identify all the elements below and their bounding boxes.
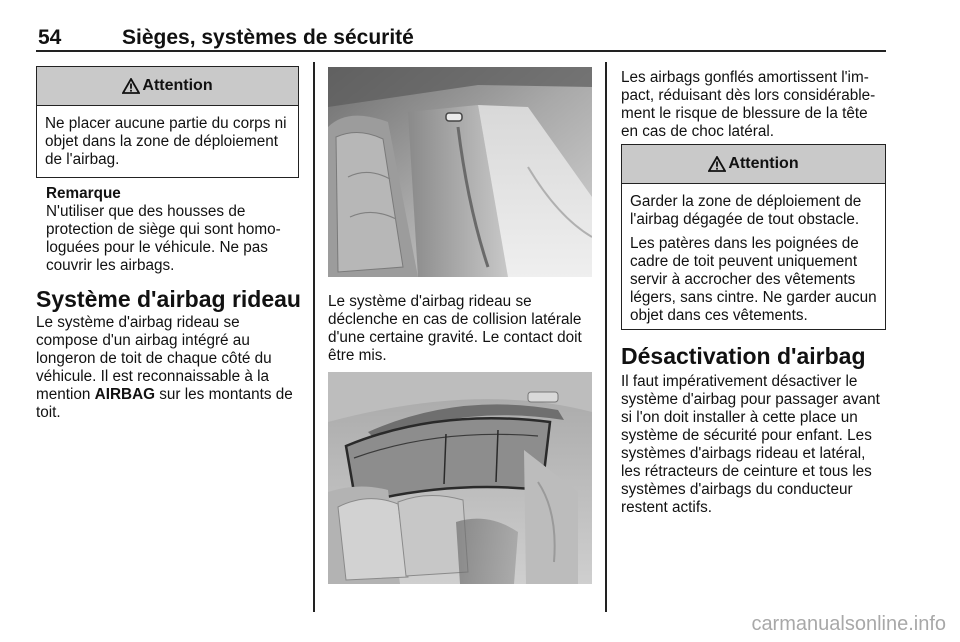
section-airbag-deactivation: [621, 343, 888, 517]
section-body: Il faut impérativement désactiver le système d'airbag pour passager avant si l'on doit installer à cette place un système de sécurité pour enfant. Les systèmes d'airbags rideau et latéral, les rétracteurs de ceinture et tous les systèmes d'airbags du conducteur restent actifs.: [621, 373, 880, 516]
section-body-part1: Le système d'airbag rideau se compose d'un airbag intégré au longeron de toit de chaque côté du véhicule. Il est reconnaissable à la mention: [36, 314, 272, 403]
section-heading: Désactivation d'airbag: [621, 343, 866, 369]
intro-text: Les airbags gonflés amortissent l'impact, réduisant dès lors considérablement le risque de blessure de la tête en cas de choc latéral.: [621, 69, 876, 140]
attention-paragraph-1: Garder la zone de déploiement de l'airbag dégagée de tout obstacle.: [630, 193, 862, 228]
figure-seat-pillar: [328, 67, 592, 277]
warning-triangle-icon: [122, 78, 140, 94]
caption-text: Le système d'airbag rideau se déclenche en cas de collision latérale d'une certaine gravité. Le contact doit être mis.: [328, 293, 582, 364]
attention-paragraph-2: Les patères dans les poignées de cadre de toit peuvent uniquement servir à accrocher des vêtements légers, sans cintre. Ne garder aucun objet dans ces vêtements.: [630, 235, 877, 324]
page-number: 54: [38, 26, 62, 49]
figure-curtain-airbag: [328, 372, 592, 584]
attention-text: Ne placer aucune partie du corps ni objet dans la zone de déploiement de l'airbag.: [45, 115, 287, 168]
note-text: N'utiliser que des housses de protection de siège qui sont homologuées pour le véhicule. Ne pas couvrir les airbags.: [46, 203, 281, 274]
watermark: carmanualsonline.info: [751, 613, 946, 635]
intro-block: [621, 69, 887, 141]
section-body: [36, 314, 302, 422]
note-label: Remarque: [46, 185, 121, 202]
figure-caption: [328, 293, 598, 365]
section-curtain-airbag: [36, 286, 302, 422]
attention-header: [37, 67, 298, 106]
header-divider: [36, 50, 886, 52]
attention-header: [622, 145, 885, 184]
note-block: [46, 185, 301, 275]
warning-triangle-icon: [708, 156, 726, 172]
column-divider-right: [605, 62, 607, 612]
page-header: [38, 26, 886, 50]
airbag-label-bold: AIRBAG: [94, 386, 156, 403]
section-body-part2: sur les montants de toit.: [36, 386, 293, 421]
attention-box-left: [36, 66, 299, 178]
attention-heading: Attention: [142, 77, 213, 94]
column-divider-left: [313, 62, 315, 612]
page-title: Sièges, systèmes de sécurité: [122, 26, 414, 49]
attention-box-right: [621, 144, 886, 330]
section-heading: Système d'airbag rideau: [36, 286, 301, 312]
attention-heading: Attention: [728, 155, 799, 172]
